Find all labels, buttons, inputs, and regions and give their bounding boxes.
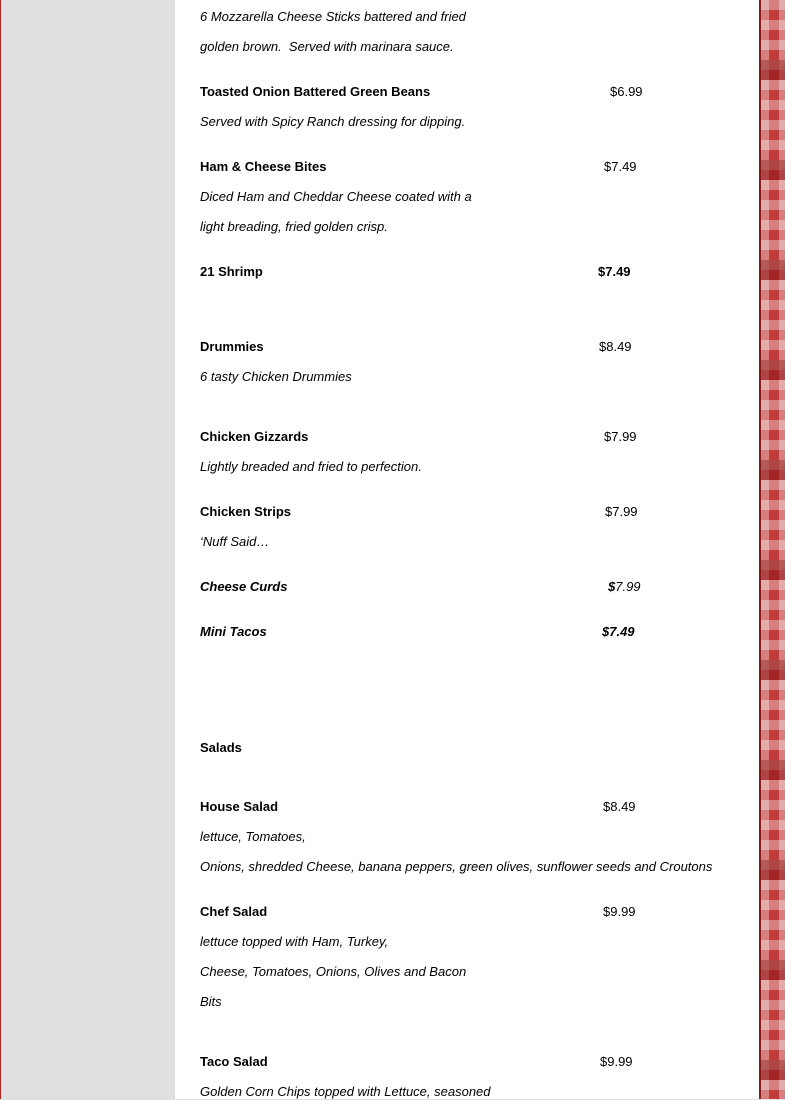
mozzarella-desc-1: 6 Mozzarella Cheese Sticks battered and fried <box>200 9 466 24</box>
strips-desc: ‘Nuff Said… <box>200 534 270 549</box>
ham-cheese-desc-1: Diced Ham and Cheddar Cheese coated with a <box>200 189 472 204</box>
green-beans-desc: Served with Spicy Ranch dressing for dipping. <box>200 114 466 129</box>
drummies-desc: 6 tasty Chicken Drummies <box>200 369 352 384</box>
chef-salad-price: $9.99 <box>603 904 636 919</box>
ham-cheese-price: $7.49 <box>604 159 637 174</box>
house-salad-desc-1: lettuce, Tomatoes, <box>200 829 306 844</box>
checker-dark-band <box>759 460 785 480</box>
green-beans-name: Toasted Onion Battered Green Beans <box>200 84 431 99</box>
mini-tacos-price: $7.49 <box>602 624 635 639</box>
house-salad-name: House Salad <box>200 799 279 814</box>
taco-salad-price: $9.99 <box>600 1054 633 1069</box>
strips-name: Chicken Strips <box>200 504 292 519</box>
strips-price: $7.99 <box>605 504 638 519</box>
checker-dark-band <box>759 360 785 380</box>
checker-dark-band <box>759 60 785 80</box>
chef-salad-desc-3: Bits <box>200 994 222 1009</box>
chef-salad-name: Chef Salad <box>200 904 268 919</box>
checker-dark-band <box>759 1060 785 1080</box>
checker-dark-band <box>759 260 785 280</box>
ham-cheese-desc-2: light breading, fried golden crisp. <box>200 219 388 234</box>
cheese-curds-price-symbol: $ <box>608 579 616 594</box>
cheese-curds-price <box>608 579 641 595</box>
chef-salad-desc-2: Cheese, Tomatoes, Onions, Olives and Bacon <box>200 964 467 979</box>
checker-dark-band <box>759 860 785 880</box>
checker-dark-band <box>759 160 785 180</box>
shrimp-price: $7.49 <box>598 264 631 279</box>
left-sidebar <box>1 0 175 1099</box>
taco-salad-name: Taco Salad <box>200 1054 268 1069</box>
checker-dark-band <box>759 660 785 680</box>
drummies-price: $8.49 <box>599 339 632 354</box>
house-salad-desc-2: Onions, shredded Cheese, banana peppers, green olives, sunflower seeds and Croutons <box>200 859 713 874</box>
drummies-name: Drummies <box>200 339 264 354</box>
gizzards-desc: Lightly breaded and fried to perfection. <box>200 459 422 474</box>
house-salad-price: $8.49 <box>603 799 636 814</box>
shrimp-name: 21 Shrimp <box>200 264 263 279</box>
taco-salad-desc-1: Golden Corn Chips topped with Lettuce, seasoned <box>200 1084 491 1099</box>
mini-tacos-name: Mini Tacos <box>200 624 267 639</box>
checkered-border <box>759 0 785 1099</box>
mozzarella-desc-2: golden brown. Served with marinara sauce. <box>200 39 454 54</box>
chef-salad-desc-1: lettuce topped with Ham, Turkey, <box>200 934 389 949</box>
green-beans-price: $6.99 <box>610 84 643 99</box>
checker-dark-band <box>759 560 785 580</box>
gizzards-price: $7.99 <box>604 429 637 444</box>
salads-heading: Salads <box>200 740 242 755</box>
cheese-curds-name: Cheese Curds <box>200 579 288 594</box>
ham-cheese-name: Ham & Cheese Bites <box>200 159 327 174</box>
cheese-curds-price-amount: 7.99 <box>615 579 641 594</box>
checker-dark-band <box>759 760 785 780</box>
gizzards-name: Chicken Gizzards <box>200 429 309 444</box>
checker-dark-band <box>759 960 785 980</box>
